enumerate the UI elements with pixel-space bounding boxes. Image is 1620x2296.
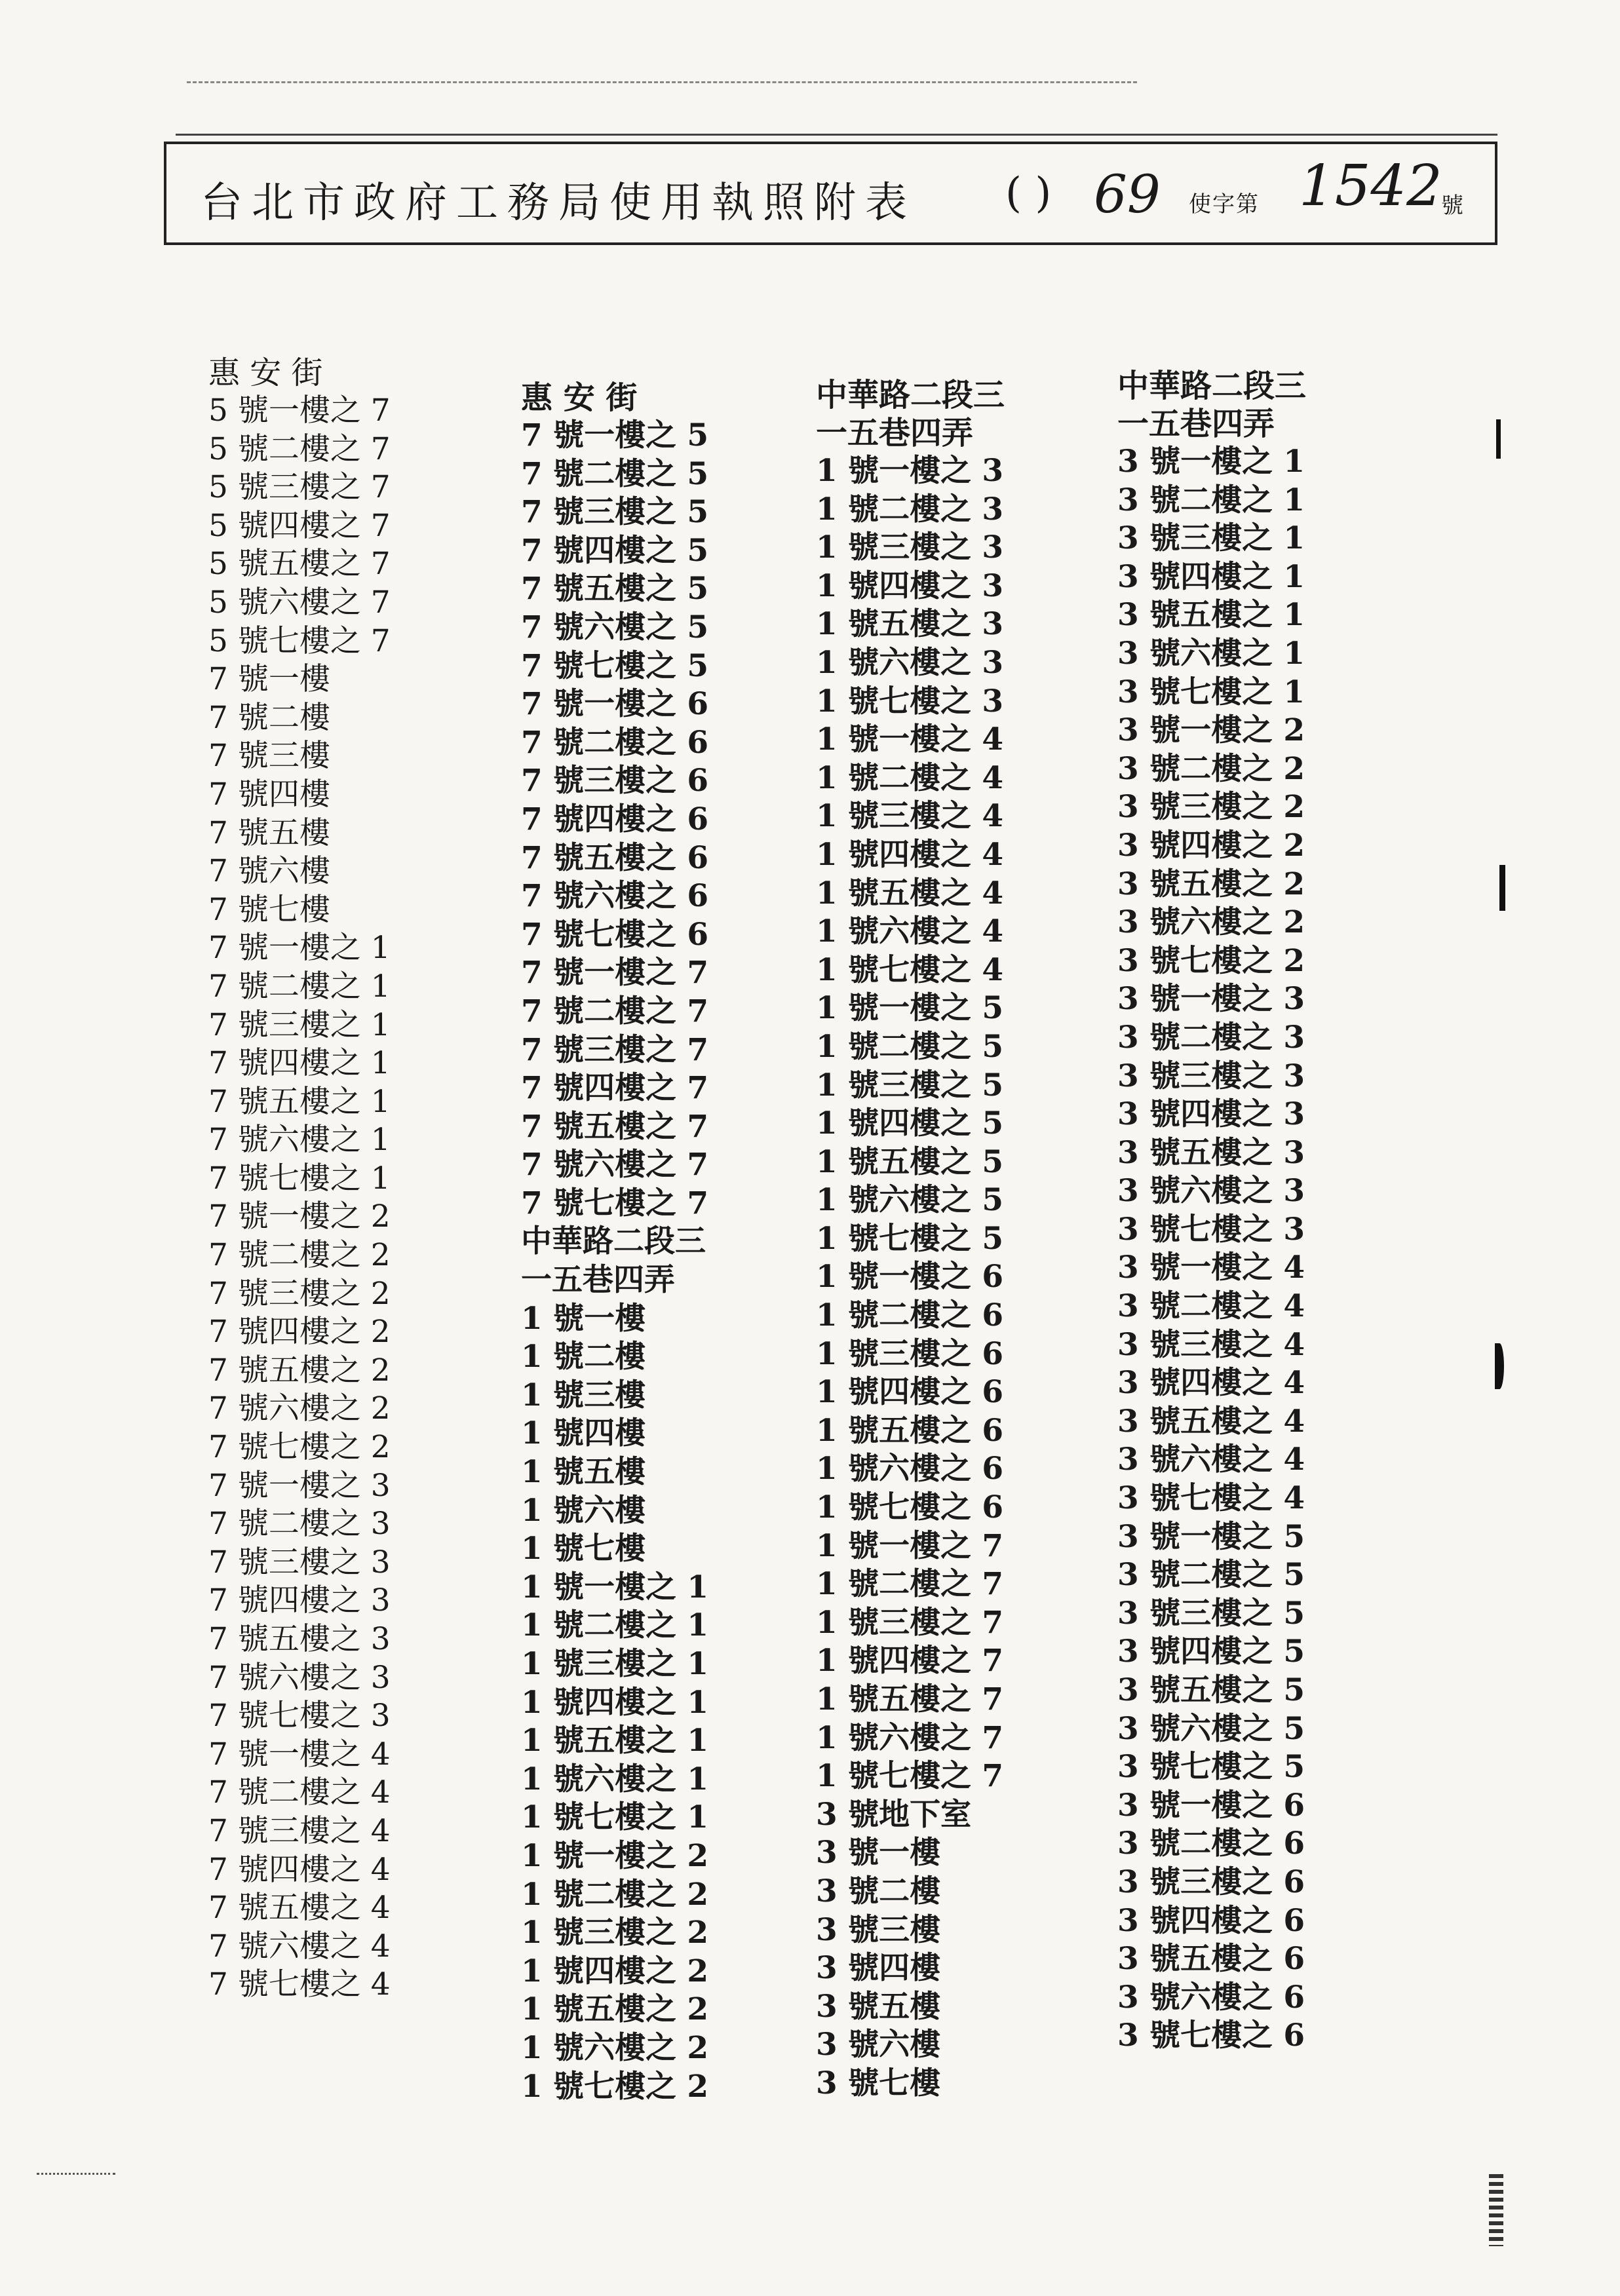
address-entry: 7 號四樓之 7 <box>521 1070 709 1107</box>
address-entry: 7 號一樓之 5 <box>521 417 709 453</box>
address-entry: 7 號六樓之 1 <box>208 1122 391 1158</box>
address-entry: 7 號五樓之 1 <box>208 1083 391 1120</box>
address-entry: 3 號一樓之 5 <box>1117 1518 1305 1555</box>
column-heading-line2: 一五巷四弄 <box>1117 406 1275 442</box>
address-column-1 <box>208 354 391 2004</box>
address-entry: 1 號二樓之 4 <box>816 759 1004 796</box>
header-box <box>164 142 1497 245</box>
address-entry: 7 號七樓 <box>208 891 330 928</box>
address-entry: 1 號二樓之 3 <box>816 491 1004 527</box>
address-entry: 1 號六樓之 2 <box>521 2029 709 2066</box>
corner-stamp <box>1489 2174 1503 2246</box>
address-entry: 7 號七樓之 4 <box>208 1966 391 2003</box>
address-entry: 7 號七樓之 2 <box>208 1429 391 1466</box>
address-entry: 3 號五樓之 5 <box>1117 1672 1305 1708</box>
address-entry: 1 號二樓 <box>521 1339 646 1375</box>
address-entry: 1 號三樓之 3 <box>816 529 1004 566</box>
address-entry: 1 號四樓之 7 <box>816 1643 1004 1679</box>
address-entry: 5 號一樓之 7 <box>208 392 391 429</box>
address-entry: 1 號一樓之 1 <box>521 1569 709 1605</box>
address-entry: 3 號三樓之 4 <box>1117 1326 1305 1363</box>
address-entry: 3 號三樓之 1 <box>1117 520 1305 557</box>
address-entry: 7 號七樓之 1 <box>208 1160 391 1196</box>
address-entry: 3 號一樓之 1 <box>1117 444 1305 480</box>
address-entry: 3 號一樓之 3 <box>1117 981 1305 1018</box>
address-entry: 1 號二樓之 1 <box>521 1607 709 1644</box>
address-entry: 1 號二樓之 5 <box>816 1028 1004 1065</box>
address-entry: 7 號一樓之 6 <box>521 686 709 723</box>
address-entry: 7 號三樓之 5 <box>521 494 709 531</box>
address-entry: 7 號二樓之 5 <box>521 455 709 492</box>
address-entry: 7 號六樓之 5 <box>521 609 709 645</box>
address-entry: 1 號五樓之 6 <box>816 1412 1004 1449</box>
permit-year: 69 <box>1094 164 1161 225</box>
address-entry: 7 號三樓之 1 <box>208 1006 391 1043</box>
address-entry: 7 號四樓之 5 <box>521 532 709 569</box>
address-entry: 3 號二樓之 6 <box>1117 1826 1305 1862</box>
address-entry: 7 號一樓之 1 <box>208 930 391 966</box>
address-entry: 7 號三樓之 2 <box>208 1275 391 1312</box>
address-entry: 3 號三樓之 3 <box>1117 1058 1305 1094</box>
address-entry: 1 號六樓 <box>521 1492 646 1529</box>
address-entry: 7 號六樓之 6 <box>521 878 709 915</box>
address-entry: 3 號六樓之 1 <box>1117 635 1305 672</box>
address-entry: 3 號三樓之 5 <box>1117 1595 1305 1632</box>
address-entry: 1 號七樓之 3 <box>816 683 1004 719</box>
address-entry: 3 號四樓之 6 <box>1117 1902 1305 1939</box>
address-entry: 7 號五樓之 6 <box>521 839 709 876</box>
address-entry: 1 號二樓之 2 <box>521 1876 709 1913</box>
address-entry: 3 號二樓之 4 <box>1117 1288 1305 1325</box>
address-entry: 7 號二樓之 6 <box>521 724 709 761</box>
address-entry: 3 號四樓之 3 <box>1117 1096 1305 1133</box>
column-heading: 惠 安 街 <box>521 379 638 416</box>
address-entry: 1 號一樓之 4 <box>816 721 1004 758</box>
address-entry: 7 號五樓之 3 <box>208 1621 391 1657</box>
address-entry: 7 號二樓 <box>208 699 330 736</box>
address-entry: 3 號地下室 <box>816 1796 972 1833</box>
address-entry: 7 號二樓之 4 <box>208 1774 391 1811</box>
address-entry: 5 號七樓之 7 <box>208 622 391 659</box>
address-entry: 7 號五樓之 4 <box>208 1890 391 1926</box>
address-entry: 1 號五樓之 4 <box>816 875 1004 911</box>
address-entry: 5 號五樓之 7 <box>208 546 391 583</box>
column-heading: 中華路二段三 <box>1117 368 1307 404</box>
address-entry: 1 號七樓之 6 <box>816 1489 1004 1526</box>
address-entry: 7 號二樓之 2 <box>208 1237 391 1274</box>
address-entry: 1 號二樓之 6 <box>816 1297 1004 1334</box>
address-entry: 7 號四樓之 1 <box>208 1045 391 1082</box>
address-entry: 3 號四樓之 1 <box>1117 558 1305 595</box>
address-entry: 7 號四樓之 4 <box>208 1851 391 1888</box>
address-entry: 中華路二段三 <box>521 1223 706 1260</box>
address-entry: 3 號二樓之 5 <box>1117 1557 1305 1594</box>
address-entry: 5 號三樓之 7 <box>208 469 391 506</box>
margin-mark <box>1495 1343 1504 1389</box>
address-entry: 1 號五樓之 1 <box>521 1723 709 1759</box>
address-entry: 一五巷四弄 <box>521 1262 675 1299</box>
address-entry: 3 號七樓之 4 <box>1117 1480 1305 1517</box>
address-entry: 1 號一樓之 2 <box>521 1837 709 1874</box>
address-entry: 3 號三樓 <box>816 1911 941 1948</box>
address-entry: 1 號七樓之 4 <box>816 951 1004 988</box>
address-entry: 7 號六樓之 7 <box>521 1147 709 1183</box>
address-entry: 1 號六樓之 1 <box>521 1761 709 1797</box>
address-entry: 1 號五樓之 5 <box>816 1143 1004 1180</box>
margin-mark <box>1496 419 1501 459</box>
address-entry: 7 號一樓之 3 <box>208 1467 391 1504</box>
document-title: 台北市政府工務局使用執照附表 <box>201 179 916 227</box>
address-entry: 1 號四樓之 4 <box>816 836 1004 873</box>
address-entry: 1 號四樓 <box>521 1415 646 1452</box>
address-entry: 3 號六樓之 6 <box>1117 1979 1305 2016</box>
address-entry: 7 號三樓 <box>208 738 330 775</box>
permit-suffix: 號 <box>1441 193 1463 219</box>
address-entry: 1 號六樓之 6 <box>816 1451 1004 1487</box>
address-entry: 3 號七樓之 3 <box>1117 1211 1305 1248</box>
address-entry: 7 號六樓之 4 <box>208 1928 391 1964</box>
address-entry: 3 號六樓之 2 <box>1117 904 1305 941</box>
permit-number: 1542 <box>1299 153 1442 219</box>
header-top-rule <box>176 134 1497 136</box>
address-entry: 1 號七樓之 5 <box>816 1220 1004 1257</box>
address-entry: 7 號六樓 <box>208 853 330 890</box>
address-entry: 3 號五樓之 3 <box>1117 1134 1305 1171</box>
address-entry: 7 號三樓之 4 <box>208 1812 391 1849</box>
address-entry: 1 號五樓之 7 <box>816 1681 1004 1717</box>
address-entry: 7 號五樓之 2 <box>208 1352 391 1388</box>
address-column-3 <box>816 376 1005 2103</box>
address-column-2 <box>521 379 708 2106</box>
address-entry: 1 號七樓之 7 <box>816 1758 1004 1795</box>
address-entry: 3 號四樓之 4 <box>1117 1365 1305 1402</box>
address-entry: 3 號五樓之 6 <box>1117 1941 1305 1978</box>
address-entry: 3 號六樓之 3 <box>1117 1173 1305 1210</box>
address-entry: 3 號六樓之 5 <box>1117 1710 1305 1747</box>
address-entry: 1 號三樓之 5 <box>816 1067 1004 1103</box>
address-entry: 1 號三樓 <box>521 1377 646 1413</box>
address-entry: 3 號四樓之 5 <box>1117 1634 1305 1670</box>
column-heading: 惠 安 街 <box>208 354 323 391</box>
address-entry: 1 號一樓之 3 <box>816 453 1004 489</box>
address-entry: 3 號一樓 <box>816 1835 941 1871</box>
address-entry: 3 號六樓之 4 <box>1117 1442 1305 1478</box>
address-list <box>816 452 1005 2103</box>
address-entry: 3 號六樓 <box>816 2027 941 2063</box>
address-entry: 1 號三樓之 2 <box>521 1915 709 1951</box>
address-entry: 3 號五樓之 2 <box>1117 866 1305 902</box>
address-entry: 1 號七樓之 1 <box>521 1799 709 1836</box>
address-entry: 7 號七樓之 6 <box>521 916 709 953</box>
address-column-4 <box>1117 367 1306 2056</box>
address-entry: 7 號六樓之 2 <box>208 1390 391 1427</box>
address-entry: 3 號一樓之 2 <box>1117 712 1305 749</box>
footer-dash <box>37 2173 115 2175</box>
address-entry: 7 號七樓之 7 <box>521 1185 709 1221</box>
column-heading: 中華路二段三 <box>816 377 1005 413</box>
address-entry: 1 號一樓之 6 <box>816 1259 1004 1295</box>
address-entry: 7 號一樓之 2 <box>208 1198 391 1235</box>
address-entry: 7 號四樓之 6 <box>521 801 709 837</box>
address-entry: 3 號七樓 <box>816 2065 941 2101</box>
address-entry: 3 號七樓之 2 <box>1117 942 1305 979</box>
address-entry: 7 號五樓之 7 <box>521 1108 709 1145</box>
address-entry: 5 號二樓之 7 <box>208 430 391 467</box>
address-entry: 7 號一樓 <box>208 661 330 698</box>
address-entry: 7 號五樓 <box>208 814 330 851</box>
address-entry: 1 號七樓 <box>521 1531 646 1567</box>
address-entry: 1 號五樓之 2 <box>521 1991 709 2028</box>
address-entry: 3 號一樓之 6 <box>1117 1787 1305 1824</box>
address-entry: 7 號三樓之 7 <box>521 1031 709 1068</box>
address-entry: 1 號四樓之 2 <box>521 1953 709 1989</box>
address-entry: 3 號五樓 <box>816 1988 941 2025</box>
address-entry: 1 號三樓之 4 <box>816 798 1004 835</box>
address-entry: 3 號二樓之 1 <box>1117 482 1305 518</box>
address-entry: 1 號三樓之 1 <box>521 1646 709 1682</box>
address-entry: 3 號二樓之 2 <box>1117 750 1305 787</box>
address-entry: 1 號一樓 <box>521 1300 646 1337</box>
top-dashed-rule <box>187 81 1137 83</box>
address-entry: 7 號二樓之 1 <box>208 968 391 1004</box>
address-entry: 1 號四樓之 1 <box>521 1684 709 1721</box>
address-entry: 3 號二樓 <box>816 1873 941 1909</box>
address-entry: 3 號一樓之 4 <box>1117 1250 1305 1286</box>
address-entry: 1 號六樓之 3 <box>816 644 1004 681</box>
address-entry: 3 號五樓之 4 <box>1117 1403 1305 1440</box>
address-entry: 7 號七樓之 5 <box>521 647 709 684</box>
address-entry: 1 號四樓之 6 <box>816 1374 1004 1411</box>
address-entry: 7 號四樓之 2 <box>208 1314 391 1350</box>
address-entry: 1 號一樓之 7 <box>816 1527 1004 1564</box>
address-entry: 1 號五樓之 3 <box>816 606 1004 643</box>
address-entry: 7 號六樓之 3 <box>208 1659 391 1696</box>
address-entry: 3 號七樓之 5 <box>1117 1749 1305 1786</box>
address-entry: 7 號五樓之 5 <box>521 571 709 607</box>
address-entry: 3 號四樓 <box>816 1950 941 1987</box>
address-entry: 7 號七樓之 3 <box>208 1698 391 1734</box>
address-entry: 3 號三樓之 6 <box>1117 1864 1305 1900</box>
address-entry: 1 號二樓之 7 <box>816 1566 1004 1603</box>
address-entry: 3 號七樓之 1 <box>1117 674 1305 710</box>
address-entry: 1 號六樓之 5 <box>816 1182 1004 1219</box>
permit-word: 使字第 <box>1189 191 1260 218</box>
address-entry: 7 號二樓之 7 <box>521 993 709 1029</box>
address-entry: 1 號四樓之 3 <box>816 567 1004 604</box>
address-entry: 7 號三樓之 6 <box>521 763 709 799</box>
address-entry: 3 號五樓之 1 <box>1117 597 1305 634</box>
address-entry: 7 號二樓之 3 <box>208 1506 391 1542</box>
address-entry: 1 號六樓之 4 <box>816 913 1004 950</box>
address-list <box>1117 443 1306 2056</box>
address-entry: 7 號四樓 <box>208 776 330 813</box>
address-entry: 7 號一樓之 7 <box>521 955 709 991</box>
address-entry: 1 號三樓之 6 <box>816 1335 1004 1372</box>
address-entry: 1 號三樓之 7 <box>816 1604 1004 1641</box>
address-entry: 3 號三樓之 2 <box>1117 789 1305 826</box>
address-entry: 3 號七樓之 6 <box>1117 2018 1305 2054</box>
address-entry: 1 號七樓之 2 <box>521 2068 709 2105</box>
margin-mark <box>1499 865 1505 911</box>
address-entry: 1 號五樓 <box>521 1454 646 1491</box>
address-entry: 3 號二樓之 3 <box>1117 1019 1305 1056</box>
address-entry: 1 號六樓之 7 <box>816 1719 1004 1756</box>
address-list <box>208 392 391 2004</box>
address-list <box>521 417 708 2106</box>
address-entry: 1 號四樓之 5 <box>816 1105 1004 1142</box>
address-entry: 5 號六樓之 7 <box>208 584 391 621</box>
address-entry: 1 號一樓之 5 <box>816 990 1004 1027</box>
address-entry: 3 號四樓之 2 <box>1117 827 1305 864</box>
address-entry: 7 號一樓之 4 <box>208 1736 391 1772</box>
column-heading-line2: 一五巷四弄 <box>816 415 974 451</box>
address-entry: 7 號四樓之 3 <box>208 1582 391 1619</box>
address-entry: 5 號四樓之 7 <box>208 507 391 544</box>
header-paren: ( ) <box>1005 169 1052 218</box>
address-entry: 7 號三樓之 3 <box>208 1544 391 1580</box>
